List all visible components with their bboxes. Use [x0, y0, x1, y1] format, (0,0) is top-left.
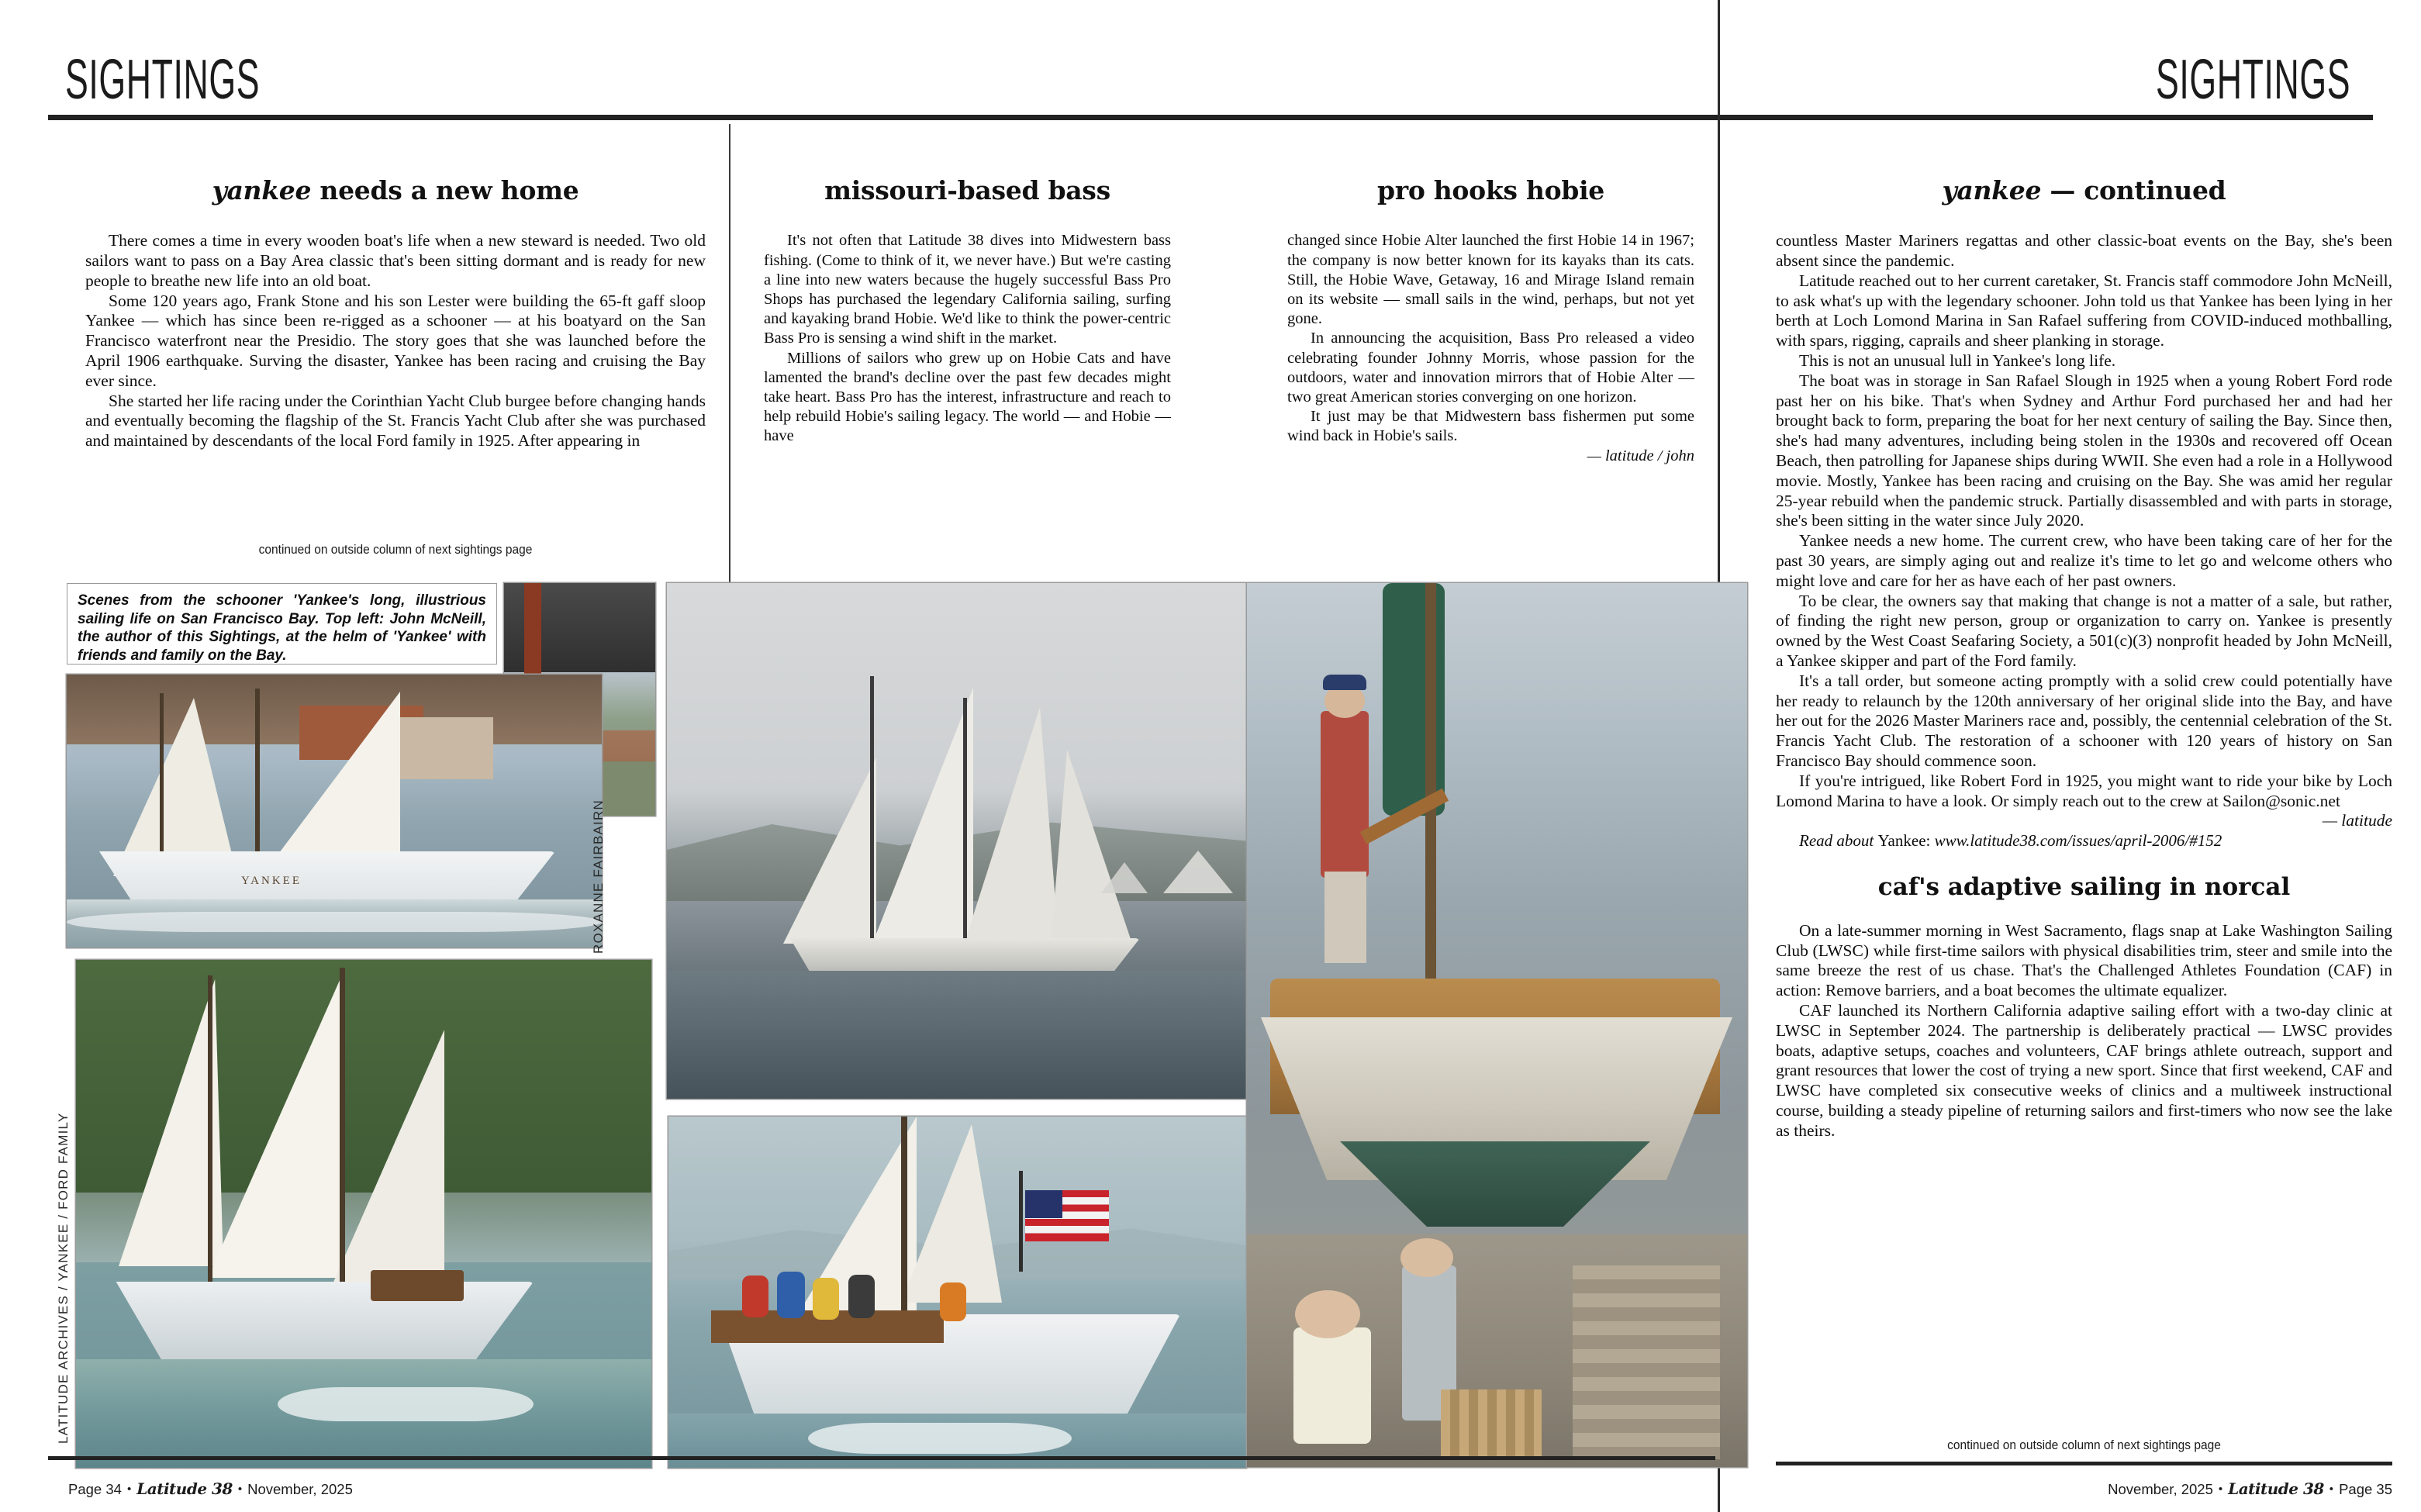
paragraph: In announcing the acquisition, Bass Pro released a video celebrating founder Johnny Morris, whose passion for the outdoors, water and innovation mirrors that of Hobie Alter — two great American stories converging on one horizon. [1287, 330, 1694, 406]
folio-separator: • [126, 1483, 132, 1496]
hull-name-label: YANKEE [241, 875, 302, 887]
article-yankee-continued [1776, 177, 2392, 1141]
folio-separator: • [2329, 1483, 2334, 1496]
masthead-rule-left [48, 115, 730, 120]
article-yankee-needs-a-new-home [85, 177, 706, 451]
paragraph: changed since Hobie Alter launched the first Hobie 14 in 1967; the company is now better known for its kayaks than its cats. Still, the Hobie Wave, Getaway, 16 and Mirage Island remain on its website — small sails in the wind, perhaps, but not yet gone. [1287, 232, 1694, 328]
paragraph: The boat was in storage in San Rafael Slough in 1925 when a young Robert Ford rode past her on his bike. That's when Sydney and Arthur Ford purchased her and had her brought back to form, preparing the boat for her next century of sailing the Bay. Since then, she's had many adventures, including being stolen in the 1930s and recovered off Ocean Beach, then patrolling for Japanese ships during WWII. She even had a role in a Hollywood movie. Mostly, Yankee has been racing and cruising on the Bay. She was amid her regular 25-year rebuild when the pandemic struck. Partially disassembled and with parts in storage, she's been sitting in the water since July 2020. [1776, 371, 2392, 530]
masthead-right: SIGHTINGS [2156, 49, 2351, 111]
paragraph: This is not an unusual lull in Yankee's long life. [1799, 351, 2116, 371]
paragraph: It's not often that Latitude 38 dives into Midwestern bass fishing. (Come to think of it, we never have.) But we're casting a line into new waters because the hugely successful Bass Pro Shops has purchased the legendary California sailing, surfing and kayaking brand Hobie. We'd like to think the power-centric Bass Pro is sensing a wind shift in the market. [764, 232, 1171, 347]
photo-caption-text: Scenes from the schooner 'Yankee's long, illustrious sailing life on San Francisco Bay. Top left: John McNeill, the author of this Sightings, at the helm of 'Yankee' with friends and family on the Bay. [78, 592, 486, 664]
paragraph: Millions of sailors who grew up on Hobie Cats and have lamented the brand's decline over the past few decades might take heart. Bass Pro has the interest, infrastructure and reach to help rebuild Hobie's sailing legacy. The world — and Hobie — have [764, 349, 1171, 445]
folio-left-date: November, 2025 [247, 1481, 353, 1497]
paragraph: She started her life racing under the Corinthian Yacht Club burgee before changing hands and eventually becoming the flagship of the St. Francis Yacht Club after she was purchased and maintained by descendants of the local Ford family in 1925. After appearing in [85, 391, 706, 450]
article-pro-hooks-hobie [1287, 177, 1694, 466]
headline-caf: caf's adaptive sailing in norcal [1877, 873, 2291, 901]
photo-caption-box [67, 583, 497, 665]
photo-historic-schooner-bw [667, 583, 1250, 1099]
folio-separator: • [2218, 1483, 2223, 1496]
paragraph: On a late-summer morning in West Sacramento, flags snap at Lake Washington Sailing Club (LWSC) while first-time sailors with physical disabilities trim, steer and smile into the same breeze the rest of us chase. That's the Challenged Athletes Foundation (CAF) in action: Remove barriers, and a boat becomes the ultimate equalizer. [1776, 920, 2392, 1000]
continued-note-right: continued on outside column of next sightings page [1947, 1438, 2221, 1452]
byline-hobie: — latitude / john [1587, 447, 1694, 464]
article-missouri-based-bass [764, 177, 1171, 447]
paragraph: It's a tall order, but someone acting promptly with a solid crew could potentially have her ready to relaunch by the 120th anniversary of her original slide into the Bay, and have her out for the 2026 Master Mariners race and, possibly, the centennial celebration of the St. Francis Yacht Club. The restoration of a schooner with 120 years of history on San Francisco Bay should commence soon. [1776, 671, 2392, 771]
read-about-subject: Yankee: [1877, 831, 1931, 851]
headline-yankee-italic: yankee [212, 175, 312, 205]
paragraph: Yankee needs a new home. The current crew, who have been taking care of her for the past 30 years, are simply aging out and realize it's time to let go and welcome others who might love and care for her as have each of her past owners. [1776, 531, 2392, 590]
headline-continued-rest: — continued [2041, 175, 2226, 205]
photo-credit-latitude-archives: LATITUDE ARCHIVES / YANKEE / FORD FAMILY [56, 1112, 71, 1444]
paragraph: CAF launched its Northern California adaptive sailing effort with a two-day clinic at LWSC in September 2024. The partnership is deliberately practical — LWSC provides boats, adaptive setups, coaches and volunteers, CAF brings athlete outreach, support and grant resources that lower the cost of trying a new sport. Since that first weekend, CAF and LWSC have completed six consecutive weeks of clinics and a multiweek instructional course, building a steady pipeline of returning sailors and first-timers who now see the lake as theirs. [1776, 1000, 2392, 1140]
footer-rule-left [48, 1456, 1715, 1460]
read-about-line [1776, 831, 2392, 851]
headline-yankee-rest: needs a new home [311, 175, 579, 205]
photo-crew-on-deck-with-flag [668, 1117, 1246, 1468]
paragraph: countless Master Mariners regattas and other classic-boat events on the Bay, she's been absent since the pandemic. [1776, 231, 2392, 271]
byline-latitude: — latitude [2322, 811, 2392, 830]
paragraph: To be clear, the owners say that making that change is not a matter of a sale, but rather, of finding the right new person, group or organization to carry on. Yankee is presently owned by the West Coast Seafaring Society, a 501(c)(3) nonprofit headed by John McNeill, a Yankee skipper and part of the Ford family. [1776, 591, 2392, 671]
paragraph: Latitude reached out to her current caretaker, St. Francis staff commodore John McNeill, to ask what's up with the legendary schooner. John told us that Yankee has been lying in her berth at Loch Lomond Marina in San Rafael suffering from COVID-induced mothballing, with spars, rigging, caprails and sheer planking in storage. [1776, 271, 2392, 350]
folio-right [2108, 1479, 2392, 1498]
masthead-left: SIGHTINGS [65, 49, 261, 111]
read-about-url[interactable]: www.latitude38.com/issues/april-2006/#152 [1934, 831, 2222, 851]
folio-right-page: Page 35 [2339, 1481, 2392, 1497]
footer-rule-right [1776, 1462, 2392, 1465]
paragraph: Some 120 years ago, Frank Stone and his son Lester were building the 65-ft gaff sloop Yankee — which has since been re-rigged as a schooner — at his boatyard on the San Francisco waterfront near the Presidio. The story goes that she was launched before the April 1906 earthquake. Surving the disaster, Yankee has been racing and cruising the Bay ever since. [85, 291, 706, 390]
continued-note-left: continued on outside column of next sightings page [258, 543, 533, 557]
photo-yankee-sailing-under-hills [76, 960, 651, 1468]
paragraph: There comes a time in every wooden boat's life when a new steward is needed. Two old sailors want to pass on a Bay Area classic that's been sitting dormant and is ready for new people to breathe new life into an old boat. [85, 231, 706, 290]
photo-credit-roxanne-fairbairn: ROXANNE FAIRBAIRN [591, 799, 606, 954]
headline-yankee-continued [1776, 177, 2392, 205]
paragraph: It just may be that Midwestern bass fishermen put some wind back in Hobie's sails. [1287, 408, 1694, 445]
headline-continued-italic: yankee [1942, 175, 2042, 205]
masthead-rule-right [1718, 115, 2373, 120]
paragraph: If you're intrigued, like Robert Ford in 1925, you might want to ride your bike by Loch Lomond Marina to have a look. Or simply reach out to the crew at Sailon@sonic.net [1776, 771, 2392, 810]
folio-left-brand: Latitude 38 [136, 1479, 233, 1498]
read-about-label: Read about [1799, 831, 1874, 851]
photo-boatyard-hull-and-crew [1247, 583, 1747, 1467]
masthead-rule-mid [730, 115, 1720, 120]
folio-left [68, 1479, 353, 1498]
headline-hobie: pro hooks hobie [1376, 175, 1605, 205]
folio-separator: • [237, 1483, 243, 1496]
folio-right-date: November, 2025 [2108, 1481, 2213, 1497]
headline-yankee [85, 177, 706, 205]
photo-yankee-at-helm [67, 675, 602, 948]
folio-left-page: Page 34 [68, 1481, 122, 1497]
folio-right-brand: Latitude 38 [2228, 1479, 2324, 1498]
headline-bass: missouri-based bass [824, 175, 1110, 205]
